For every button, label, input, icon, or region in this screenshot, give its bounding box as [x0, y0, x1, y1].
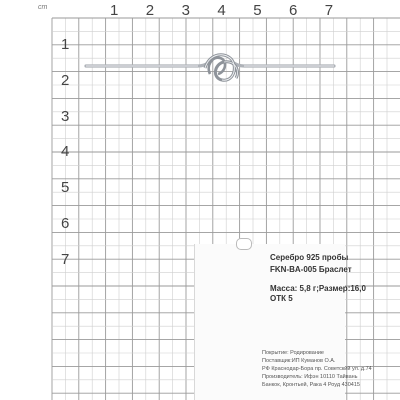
left-ruler-number: 7	[61, 250, 70, 268]
top-ruler-number: 2	[145, 2, 155, 19]
left-ruler-number: 2	[61, 71, 70, 89]
top-ruler-number: 4	[217, 2, 226, 19]
tag-hole	[236, 238, 252, 250]
unit-label: cm	[38, 4, 48, 11]
left-ruler-number: 3	[61, 107, 70, 125]
tag-footer-line: РФ Краснодар-Бора пр. Советский ул. д.74	[262, 366, 372, 372]
tag-line4: ОТК 5	[270, 294, 293, 303]
tag-line2: FKN-BA-005 Браслет	[270, 265, 352, 274]
top-ruler-number: 1	[110, 2, 119, 19]
tag-line1: Серебро 925 пробы	[270, 253, 349, 262]
left-ruler-number: 6	[61, 215, 70, 232]
top-ruler-number: 6	[289, 2, 298, 19]
tag-footer-line: Поставщик:ИП Куманов О.А.	[262, 358, 336, 364]
top-ruler-number: 3	[181, 2, 190, 19]
bracelet	[86, 55, 334, 80]
top-ruler-number: 7	[324, 2, 334, 19]
tag-footer-line: Покрытие: Родирование	[262, 350, 324, 356]
tag-line3: Масса: 5,8 г;Размер:16,0	[270, 284, 366, 293]
tag-footer-line: Банкок, Кронтьей, Рака 4 Роуд 430415	[262, 382, 360, 388]
tag-footer-line: Производитель: Ифэн 10110 Тайвань	[262, 374, 358, 380]
left-ruler-number: 4	[61, 143, 70, 161]
top-ruler-number: 5	[253, 2, 262, 19]
left-ruler-number: 1	[61, 36, 70, 53]
left-ruler-number: 5	[61, 179, 70, 197]
